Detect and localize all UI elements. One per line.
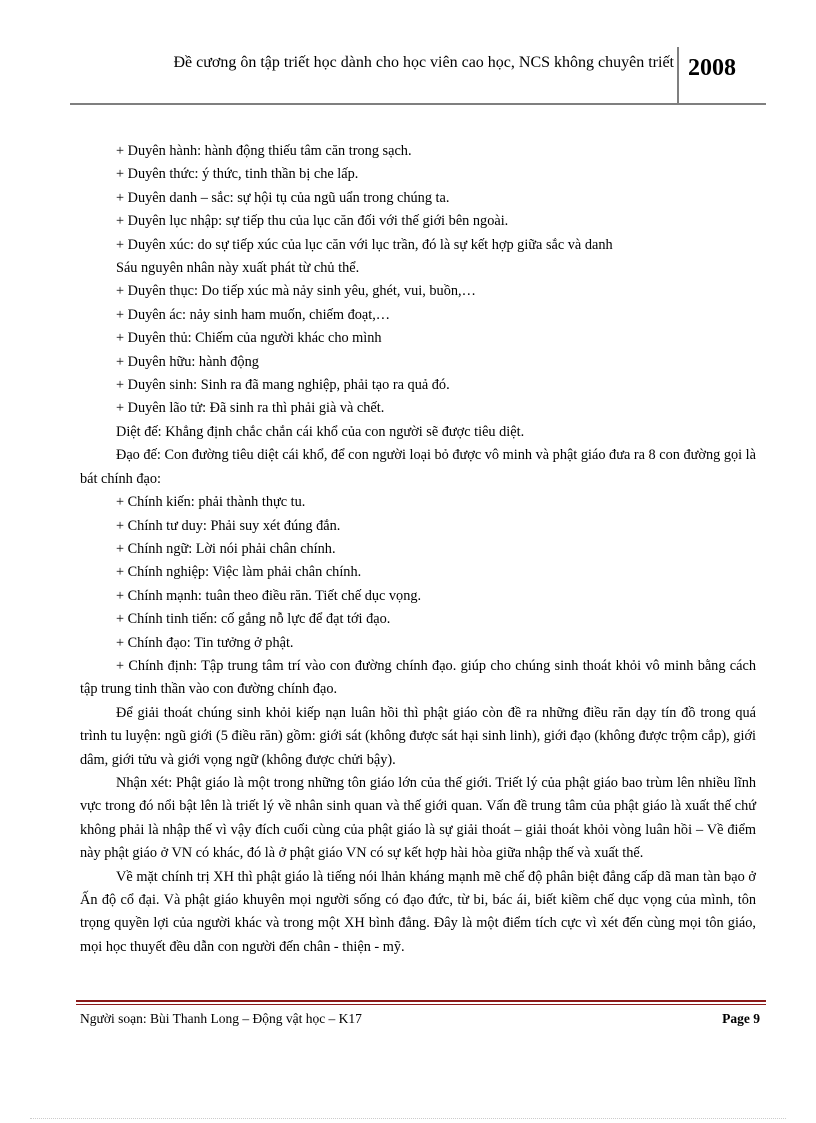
text-line: + Duyên lão tử: Đã sinh ra thì phải già và chết. [116, 400, 385, 417]
text-line: + Chính mạnh: tuân theo điều răn. Tiết chế dục vọng. [116, 587, 422, 604]
paragraph-chinh-tri: Về mặt chính trị XH thì phật giáo là tiếng nói lhản kháng mạnh mẽ chế độ phân biệt đẳng cấp dã man tàn bạo ở Ấn độ cổ đại. Và phật giáo khuyên mọi người sống có đạo đức, từ bi, bác ái, biết kiềm chế dục vọng của mình, tôn trọng quyền lợi của người khác và trong một XH bình đẳng. Đây là một điểm tích cực vì xét đến cùng mọi tôn giáo, mọi học thuyết đều dẫn con người đến chân - thiện - mỹ. [80, 868, 756, 955]
page-number: Page 9 [722, 1011, 760, 1026]
header-divider [677, 47, 679, 104]
header-year: 2008 [688, 55, 736, 81]
text-line: + Chính kiến: phải thành thực tu. [116, 494, 306, 511]
paragraph-nhan-xet: Nhận xét: Phật giáo là một trong những tôn giáo lớn của thế giới. Triết lý của phật giáo bao trùm lên nhiều lĩnh vực trong đó nổi bật lên là triết lý về nhân sinh quan và thế giới quan. Vấn đề trung tâm của phật giáo là xuất thế chứ không phải là nhập thế vì vậy đích cuối cùng của phật giáo là sự giải thoát – giải thoát khỏi vòng luân hồi – Về điểm này phật giáo ở VN có khác, đó là ở phật giáo VN có sự kết hợp hài hòa giữa nhập thế và xuất thế. [80, 774, 756, 862]
text-line: + Chính tinh tiến: cố gắng nỗ lực để đạt tới đạo. [116, 611, 391, 628]
header-rule [70, 103, 766, 105]
paragraph-dao-de: Đạo đế: Con đường tiêu diệt cái khổ, để con người loại bỏ được vô minh và phật giáo đưa ra 8 con đường gọi là bát chính đạo: [80, 447, 756, 487]
text-line: + Chính ngữ: Lời nói phải chân chính. [116, 540, 336, 557]
document-body [80, 140, 756, 959]
text-line: + Duyên thủ: Chiếm của người khác cho mình [116, 330, 382, 347]
text-line: + Duyên ác: nảy sinh ham muốn, chiếm đoạt,… [116, 306, 391, 323]
page-bottom-edge [30, 1118, 786, 1119]
text-line: + Chính đạo: Tin tưởng ở phật. [116, 634, 294, 651]
text-line: + Duyên hành: hành động thiếu tâm căn trong sạch. [116, 143, 412, 159]
text-line: Diệt đế: Khẳng định chắc chắn cái khổ của con người sẽ được tiêu diệt. [116, 423, 525, 440]
text-line: Sáu nguyên nhân này xuất phát từ chủ thể. [116, 260, 360, 277]
footer-rule-thin [76, 1004, 766, 1005]
text-line: + Duyên thức: ý thức, tinh thần bị che lấp. [116, 166, 359, 183]
text-line: + Duyên thục: Do tiếp xúc mà nảy sinh yêu, ghét, vui, buồn,… [116, 283, 476, 300]
footer-author: Người soạn: Bùi Thanh Long – Động vật học – K17 [80, 1011, 362, 1026]
header-title: Đề cương ôn tập triết học dành cho học viên cao học, NCS không chuyên triết [173, 54, 674, 71]
text-line: + Duyên danh – sắc: sự hội tụ của ngũ uẩn trong chúng ta. [116, 189, 450, 206]
text-line: + Duyên sinh: Sinh ra đã mang nghiệp, phải tạo ra quả đó. [116, 377, 450, 394]
text-line: + Duyên lục nhập: sự tiếp thu của lục căn đối với thế giới bên ngoài. [116, 213, 509, 230]
paragraph-chinh-dinh: + Chính định: Tập trung tâm trí vào con đường chính đạo. giúp cho chúng sinh thoát khỏi vô minh bằng cách tập trung tinh thần vào con đường chính đạo. [80, 657, 756, 698]
text-line: + Chính nghiệp: Việc làm phải chân chính. [116, 564, 362, 581]
text-line: + Duyên xúc: do sự tiếp xúc của lục căn với lục trần, đó là sự kết hợp giữa sắc và danh [116, 236, 613, 253]
footer-rule [76, 1000, 766, 1002]
text-line: + Duyên hữu: hành động [116, 353, 259, 370]
paragraph-giai-thoat: Để giải thoát chúng sinh khỏi kiếp nạn luân hồi thì phật giáo còn đề ra những điều răn dạy tín đồ trong quá trình tu luyện: ngũ giới (5 điều răn) gồm: giới sát (không được sát hại sinh linh), giới đạo (không được trộm cắp), giới dâm, giới tửu và giới vọng ngữ (không được chửi bậy). [80, 704, 756, 768]
text-line: + Chính tư duy: Phải suy xét đúng đắn. [116, 517, 341, 534]
